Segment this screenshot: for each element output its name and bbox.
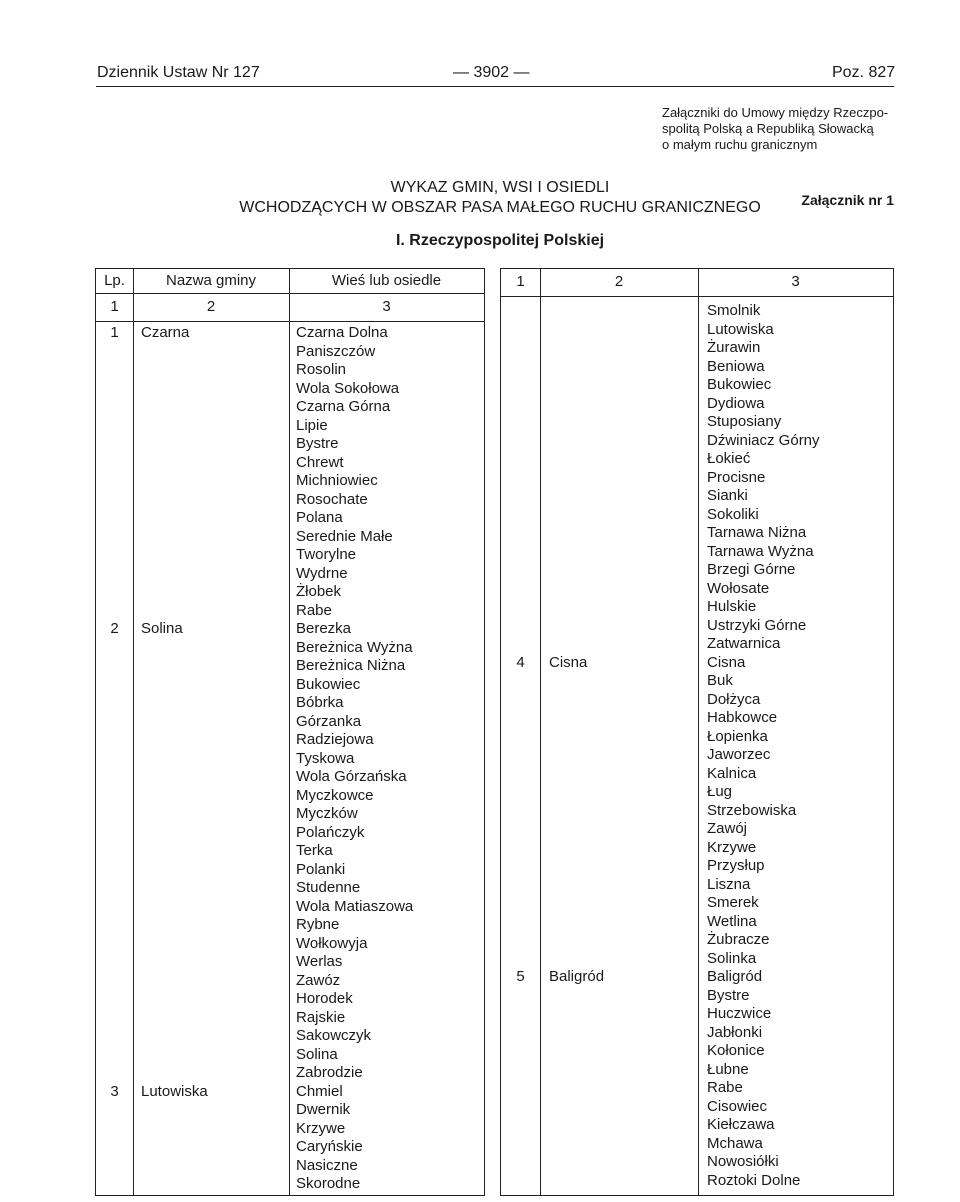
title-line: WYKAZ GMIN, WSI I OSIEDLI	[390, 179, 610, 196]
village-item: Sokoliki	[707, 505, 759, 523]
village-item: Horodek	[296, 990, 353, 1007]
village-item: Michniowiec	[296, 472, 378, 489]
village-item: Smerek	[707, 894, 759, 911]
column-divider	[133, 269, 134, 1195]
section-subtitle: I. Rzeczypospolitej Polskiej	[395, 232, 605, 249]
column-number: 3	[791, 273, 800, 290]
village-item: Mchawa	[707, 1134, 763, 1152]
column-number: 1	[110, 298, 119, 315]
row-divider	[501, 296, 893, 297]
village-item: Żurawin	[707, 339, 761, 356]
column-number: 2	[614, 273, 624, 290]
document-title	[200, 178, 800, 218]
village-item: Procisne	[707, 468, 766, 486]
village-item: Jaworzec	[707, 746, 771, 763]
header-position: Poz. 827	[832, 64, 896, 81]
village-item: Wola Sokołowa	[296, 379, 400, 397]
village-item: Solina	[296, 1045, 338, 1063]
village-item: Rosolin	[296, 361, 347, 378]
title-line: WCHODZĄCYCH W OBSZAR PASA MAŁEGO RUCHU GRANICZNEGO	[239, 199, 761, 216]
village-item: Tyskowa	[296, 749, 355, 767]
village-item: Wola Górzańska	[296, 768, 407, 785]
village-item: Habkowce	[707, 709, 778, 726]
village-item: Dwernik	[296, 1101, 351, 1118]
village-item: Krzywe	[296, 1119, 346, 1137]
group-number: 2	[110, 620, 119, 637]
village-item: Solinka	[707, 949, 757, 967]
village-item: Studenne	[296, 879, 361, 896]
village-item: Stuposiany	[707, 413, 782, 430]
header-rule	[96, 86, 894, 87]
village-item: Liszna	[707, 875, 751, 893]
group-number: 3	[110, 1082, 119, 1100]
village-item: Jabłonki	[707, 1023, 763, 1041]
village-item: Wołosate	[707, 579, 770, 597]
village-item: Rosochate	[296, 490, 368, 508]
gmina-name: Baligród	[549, 968, 605, 985]
column-divider	[289, 269, 290, 1195]
village-item: Myczków	[296, 805, 358, 822]
group-number: 4	[516, 653, 525, 671]
village-item: Czarna Górna	[296, 398, 391, 415]
gmina-name: Cisna	[549, 653, 588, 671]
village-item: Bereżnica Wyżna	[296, 638, 413, 656]
village-item: Zabrodzie	[296, 1064, 363, 1081]
village-item: Bóbrka	[296, 694, 344, 711]
annex-note-line: spolitą Polską a Republiką Słowacką	[662, 121, 874, 136]
village-item: Baligród	[707, 968, 763, 985]
village-item: Rybne	[296, 916, 340, 933]
group-number: 5	[516, 968, 525, 985]
gmina-name: Solina	[141, 620, 183, 637]
column-number: 3	[382, 298, 391, 315]
village-item: Bukowiec	[707, 376, 772, 393]
village-item: Skorodne	[296, 1175, 361, 1192]
village-item: Cisna	[707, 653, 746, 671]
column-divider	[698, 269, 699, 1195]
village-item: Tarnawa Wyżna	[707, 542, 814, 560]
village-item: Berezka	[296, 620, 352, 637]
village-item: Łokieć	[707, 450, 751, 467]
village-item: Dźwiniacz Górny	[707, 431, 820, 449]
village-item: Wołkowyja	[296, 934, 368, 952]
village-item: Nowosiółki	[707, 1153, 779, 1170]
header-gmina: Nazwa gminy	[165, 272, 257, 289]
village-item: Huczwice	[707, 1005, 772, 1022]
village-item: Hulskie	[707, 598, 757, 615]
village-item: Chmiel	[296, 1082, 343, 1100]
column-number: 1	[516, 273, 525, 290]
column-divider	[540, 269, 541, 1195]
village-item: Wetlina	[707, 912, 757, 930]
village-item: Polanki	[296, 860, 346, 878]
village-item: Lutowiska	[707, 320, 774, 338]
group-number: 1	[110, 324, 119, 341]
village-item: Łubne	[707, 1060, 749, 1078]
village-item: Roztoki Dolne	[707, 1171, 801, 1189]
village-item: Rajskie	[296, 1008, 346, 1026]
village-item: Górzanka	[296, 712, 362, 730]
village-item: Tarnawa Niżna	[707, 524, 807, 541]
village-item: Tworylne	[296, 546, 357, 563]
header-lp: Lp.	[104, 272, 125, 289]
village-item: Myczkowce	[296, 786, 374, 804]
village-item: Lipie	[296, 416, 328, 434]
village-item: Bystre	[707, 986, 750, 1004]
village-item: Ług	[707, 783, 733, 800]
village-item: Żubracze	[707, 931, 770, 948]
village-item: Kiełczawa	[707, 1116, 775, 1133]
column-number: 2	[206, 298, 216, 315]
village-item: Przysłup	[707, 857, 765, 874]
village-item: Żłobek	[296, 583, 342, 600]
annex-label: Załącznik nr 1	[801, 192, 894, 208]
annex-note-line: Załączniki do Umowy między Rzeczpo-	[662, 105, 889, 120]
village-list	[707, 302, 820, 1190]
village-item: Radziejowa	[296, 731, 374, 748]
village-item: Bystre	[296, 435, 339, 452]
header-village: Wieś lub osiedle	[331, 272, 442, 289]
row-divider	[96, 321, 484, 322]
village-item: Serednie Małe	[296, 527, 393, 545]
village-item: Werlas	[296, 953, 343, 970]
village-list	[296, 324, 413, 1194]
village-item: Dołżyca	[707, 690, 761, 708]
village-item: Wydrne	[296, 564, 348, 582]
village-item: Brzegi Górne	[707, 561, 796, 578]
village-item: Rabe	[296, 601, 332, 619]
village-item: Terka	[296, 842, 333, 859]
gmina-name: Lutowiska	[141, 1082, 208, 1100]
village-item: Kalnica	[707, 764, 757, 782]
header-journal: Dziennik Ustaw Nr 127	[97, 64, 260, 81]
village-item: Krzywe	[707, 838, 757, 856]
village-item: Rabe	[707, 1079, 743, 1096]
village-item: Łopienka	[707, 727, 768, 745]
village-item: Sakowczyk	[296, 1027, 372, 1044]
village-item: Zawóz	[296, 971, 341, 989]
village-item: Dydiowa	[707, 394, 765, 412]
village-item: Cisowiec	[707, 1097, 768, 1115]
village-item: Zawój	[707, 820, 748, 837]
village-item: Polańczyk	[296, 823, 365, 841]
row-divider	[96, 293, 484, 294]
village-item: Czarna Dolna	[296, 324, 388, 341]
village-item: Beniowa	[707, 357, 765, 375]
village-item: Strzebowiska	[707, 801, 797, 819]
right-table	[500, 268, 894, 1196]
village-item: Buk	[707, 672, 733, 689]
village-item: Caryńskie	[296, 1138, 363, 1155]
left-table	[95, 268, 485, 1196]
village-item: Paniszczów	[296, 342, 376, 360]
village-item: Zatwarnica	[707, 635, 781, 652]
village-item: Kołonice	[707, 1042, 765, 1059]
gmina-name: Czarna	[141, 324, 190, 341]
village-item: Ustrzyki Górne	[707, 616, 807, 634]
village-item: Smolnik	[707, 302, 761, 319]
annex-note-line: o małym ruchu granicznym	[662, 137, 818, 152]
annex-note	[662, 105, 902, 153]
village-item: Bereżnica Niżna	[296, 657, 406, 674]
village-item: Wola Matiaszowa	[296, 897, 414, 915]
header-page: — 3902 —	[453, 64, 530, 81]
village-item: Sianki	[707, 487, 748, 504]
village-item: Nasiczne	[296, 1156, 358, 1174]
village-item: Polana	[296, 509, 343, 526]
village-item: Bukowiec	[296, 675, 361, 693]
village-item: Chrewt	[296, 453, 344, 471]
